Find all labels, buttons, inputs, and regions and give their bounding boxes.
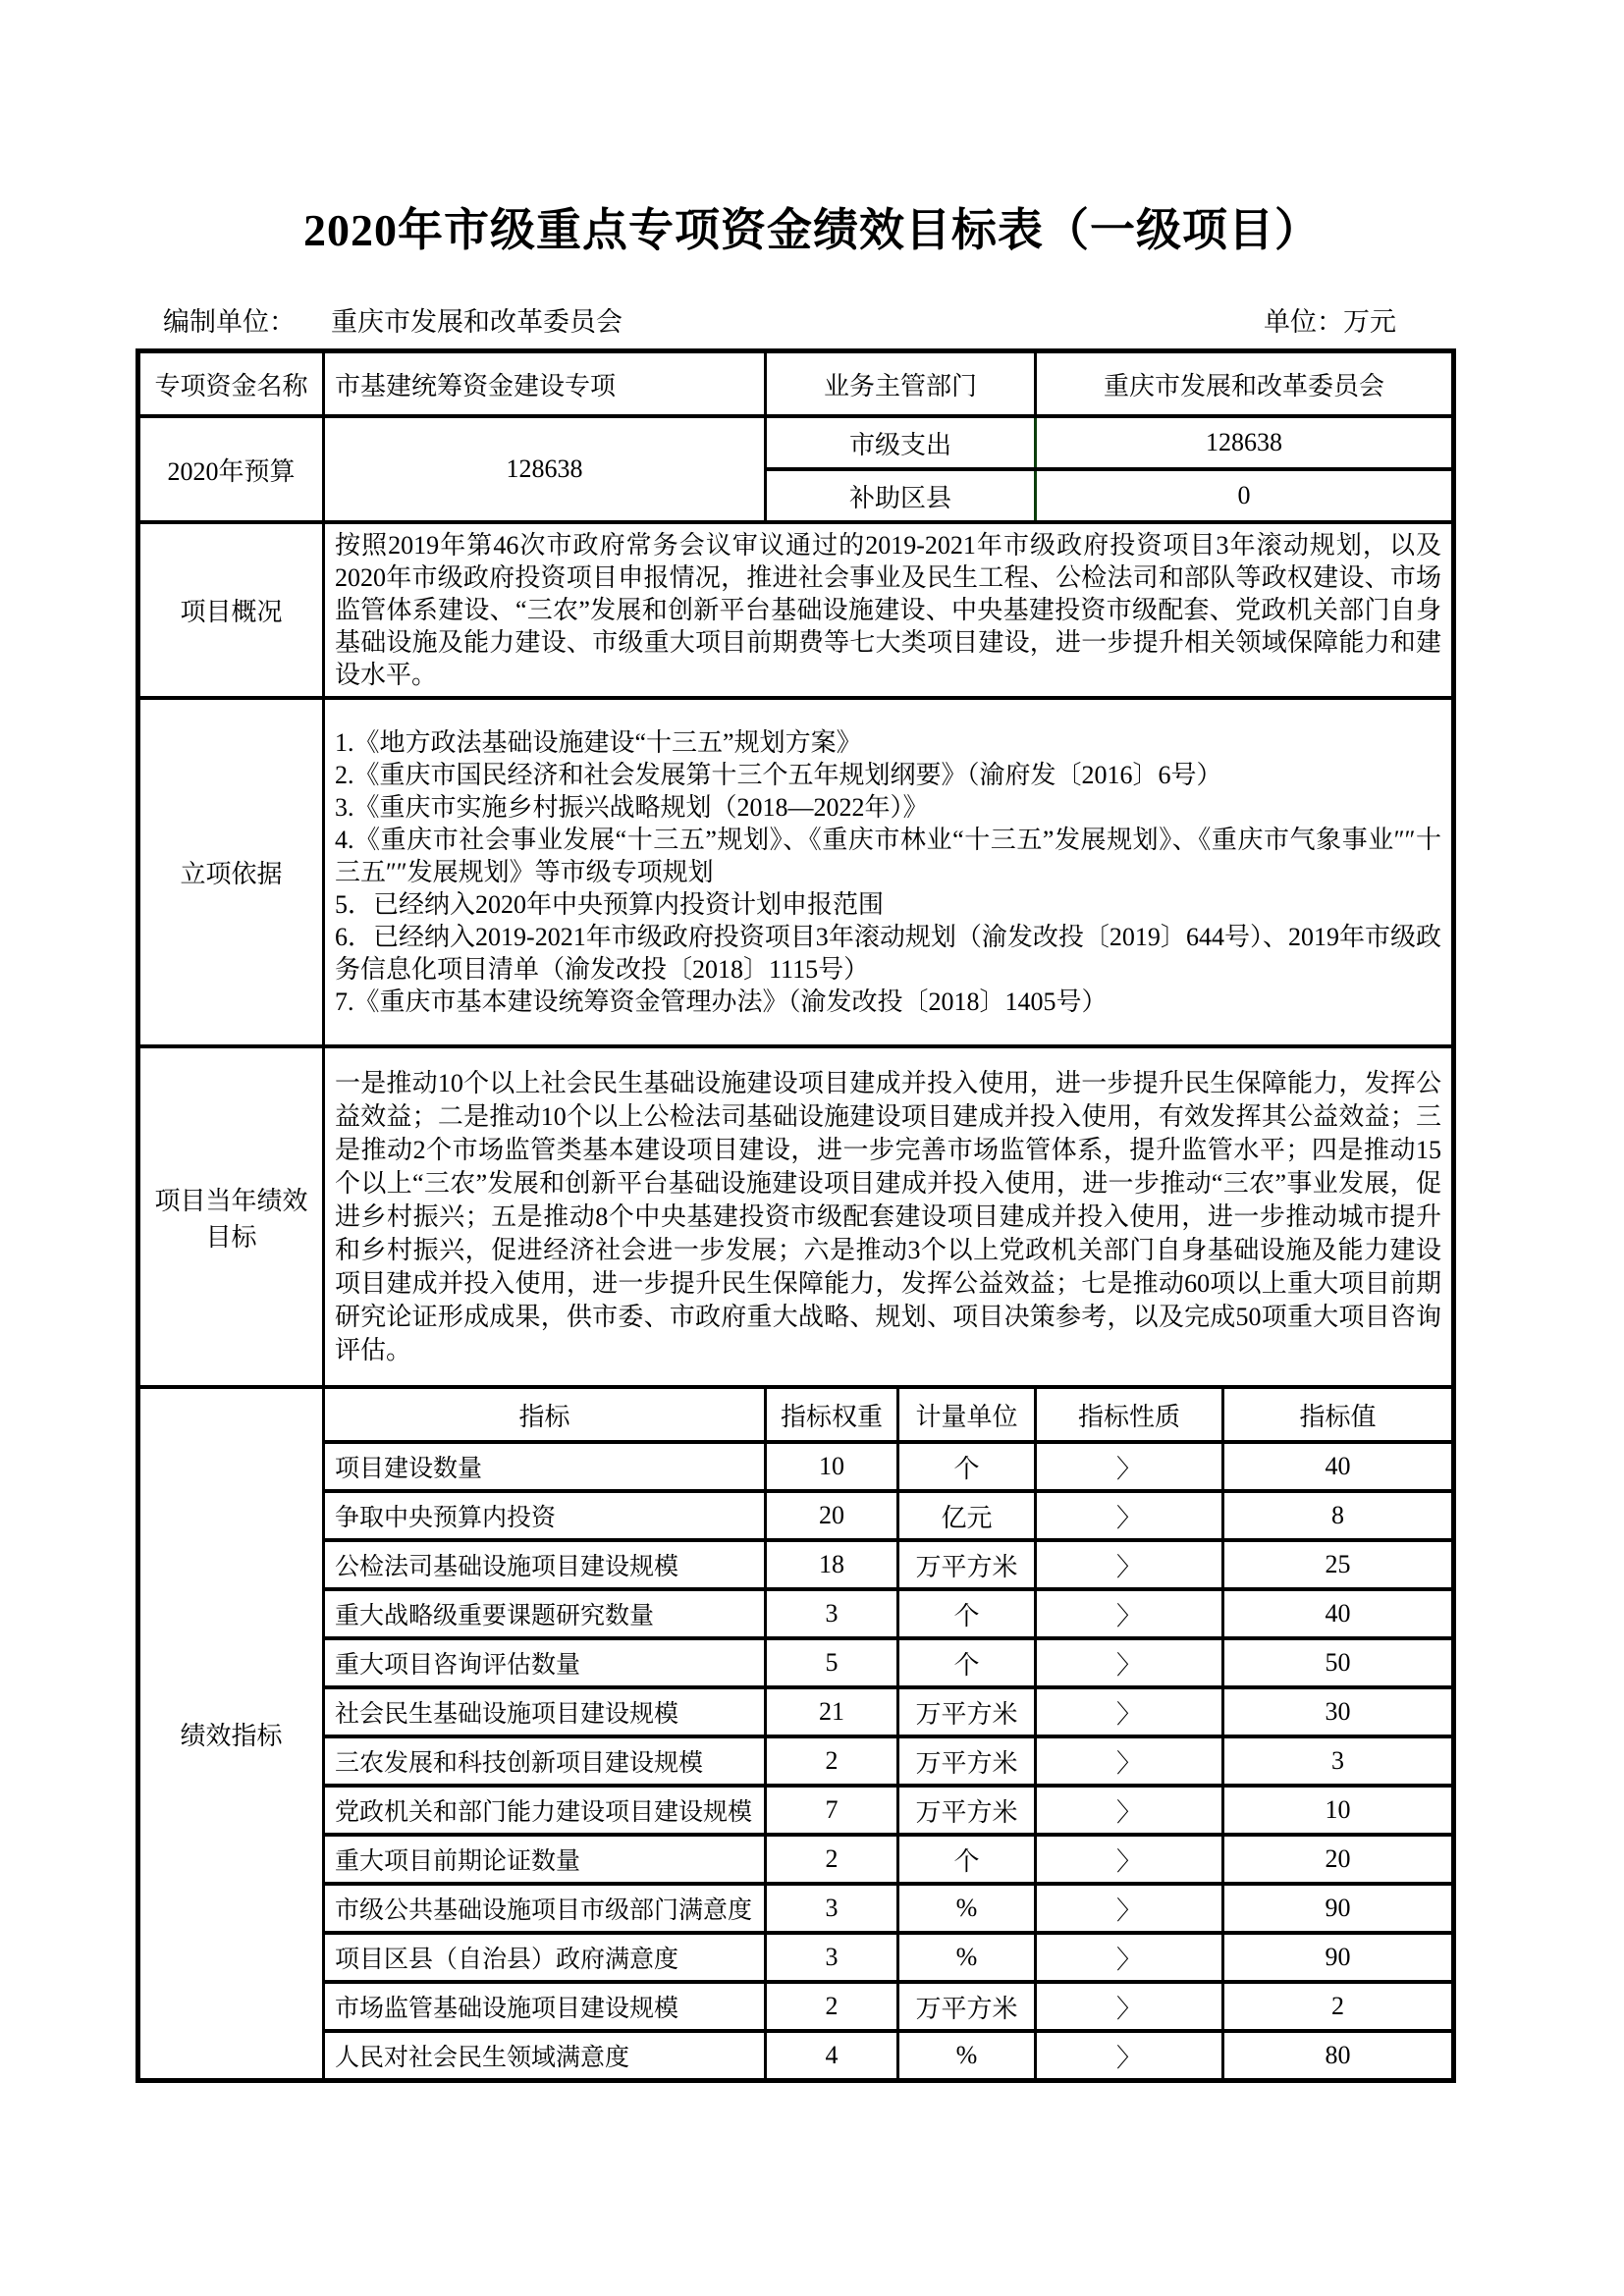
subsidy-value: 0 bbox=[1036, 469, 1454, 522]
budget-label: 2020年预算 bbox=[138, 416, 324, 522]
indicator-col-header: 计量单位 bbox=[898, 1387, 1036, 1442]
indicator-row bbox=[138, 1687, 1454, 1736]
indicator-value: 90 bbox=[1223, 1933, 1454, 1982]
indicator-unit: 个 bbox=[898, 1589, 1036, 1638]
meta-row bbox=[135, 300, 1451, 339]
indicator-nature: 〉 bbox=[1036, 1933, 1223, 1982]
city-expense-value: 128638 bbox=[1036, 416, 1454, 469]
indicator-weight: 3 bbox=[766, 1884, 898, 1933]
indicator-name: 党政机关和部门能力建设项目建设规模 bbox=[324, 1786, 766, 1835]
basis-item: 3.《重庆市实施乡村振兴战略规划（2018—2022年）》 bbox=[335, 793, 929, 822]
table-row bbox=[138, 698, 1454, 1046]
indicator-weight: 4 bbox=[766, 2031, 898, 2081]
unit-label: 单位：万元 bbox=[1264, 307, 1396, 337]
basis-item: 2.《重庆市国民经济和社会发展第十三个五年规划纲要》（渝府发〔2016〕6号） bbox=[335, 761, 1222, 789]
performance-target-table bbox=[135, 348, 1456, 2083]
indicator-name: 重大项目前期论证数量 bbox=[324, 1835, 766, 1884]
basis-label: 立项依据 bbox=[138, 698, 324, 1046]
indicator-nature: 〉 bbox=[1036, 1736, 1223, 1786]
indicator-value: 90 bbox=[1223, 1884, 1454, 1933]
indicator-weight: 5 bbox=[766, 1638, 898, 1687]
indicator-unit: % bbox=[898, 1884, 1036, 1933]
table-row bbox=[138, 1046, 1454, 1387]
dept-label: 业务主管部门 bbox=[766, 351, 1036, 417]
indicator-nature: 〉 bbox=[1036, 1982, 1223, 2031]
indicator-row bbox=[138, 1589, 1454, 1638]
prepared-by-label: 编制单位： bbox=[163, 307, 296, 337]
indicator-nature: 〉 bbox=[1036, 1786, 1223, 1835]
indicator-nature: 〉 bbox=[1036, 1687, 1223, 1736]
basis-item: 7.《重庆市基本建设统筹资金管理办法》（渝发改投〔2018〕1405号） bbox=[335, 988, 1108, 1016]
indicator-value: 3 bbox=[1223, 1736, 1454, 1786]
basis-item: 5．已经纳入2020年中央预算内投资计划申报范围 bbox=[335, 890, 885, 919]
dept-value: 重庆市发展和改革委员会 bbox=[1036, 351, 1454, 417]
indicator-value: 40 bbox=[1223, 1442, 1454, 1491]
indicator-unit: 万平方米 bbox=[898, 1786, 1036, 1835]
overview-label: 项目概况 bbox=[138, 522, 324, 698]
indicator-row bbox=[138, 1638, 1454, 1687]
indicator-unit: 个 bbox=[898, 1442, 1036, 1491]
indicator-row bbox=[138, 1786, 1454, 1835]
indicator-unit: % bbox=[898, 1933, 1036, 1982]
indicator-name: 社会民生基础设施项目建设规模 bbox=[324, 1687, 766, 1736]
indicator-weight: 3 bbox=[766, 1933, 898, 1982]
indicator-name: 项目区县（自治县）政府满意度 bbox=[324, 1933, 766, 1982]
indicator-name: 项目建设数量 bbox=[324, 1442, 766, 1491]
city-expense-label: 市级支出 bbox=[766, 416, 1036, 469]
indicator-value: 25 bbox=[1223, 1540, 1454, 1589]
page-title: 2020年市级重点专项资金绩效目标表（一级项目） bbox=[303, 205, 1321, 255]
annual-goal-label: 项目当年绩效目标 bbox=[138, 1046, 324, 1387]
indicator-value: 20 bbox=[1223, 1835, 1454, 1884]
indicator-weight: 2 bbox=[766, 1982, 898, 2031]
indicator-value: 30 bbox=[1223, 1687, 1454, 1736]
overview-text: 按照2019年第46次市政府常务会议审议通过的2019-2021年市级政府投资项目3年滚动规划，以及2020年市级政府投资项目申报情况，推进社会事业及民生工程、公检法司和部队等政权建设、市场监管体系建设、“三农”发展和创新平台基础设施建设、中央基建投资市级配套、党政机关部门自身基础设施及能力建设、市级重大项目前期费等七大类项目建设，进一步提升相关领域保障能力和建设水平。 bbox=[324, 522, 1454, 698]
indicator-name: 市级公共基础设施项目市级部门满意度 bbox=[324, 1884, 766, 1933]
indicator-name: 三农发展和科技创新项目建设规模 bbox=[324, 1736, 766, 1786]
indicator-row bbox=[138, 2031, 1454, 2081]
indicator-name: 市场监管基础设施项目建设规模 bbox=[324, 1982, 766, 2031]
indicator-name: 重大战略级重要课题研究数量 bbox=[324, 1589, 766, 1638]
indicator-nature: 〉 bbox=[1036, 1638, 1223, 1687]
indicator-unit: 亿元 bbox=[898, 1491, 1036, 1540]
indicator-name: 公检法司基础设施项目建设规模 bbox=[324, 1540, 766, 1589]
indicator-nature: 〉 bbox=[1036, 1835, 1223, 1884]
indicator-value: 80 bbox=[1223, 2031, 1454, 2081]
indicator-col-header: 指标 bbox=[324, 1387, 766, 1442]
indicator-col-header: 指标权重 bbox=[766, 1387, 898, 1442]
indicator-value: 50 bbox=[1223, 1638, 1454, 1687]
basis-item: 6．已经纳入2019-2021年市级政府投资项目3年滚动规划（渝发改投〔2019〕644号）、2019年市级政务信息化项目清单（渝发改投〔2018〕1115号） bbox=[335, 923, 1442, 984]
budget-value: 128638 bbox=[324, 416, 766, 522]
prepared-by bbox=[163, 300, 623, 339]
indicator-col-header: 指标值 bbox=[1223, 1387, 1454, 1442]
indicator-row bbox=[138, 1736, 1454, 1786]
indicator-unit: 万平方米 bbox=[898, 1982, 1036, 2031]
indicator-row bbox=[138, 1540, 1454, 1589]
indicator-nature: 〉 bbox=[1036, 1884, 1223, 1933]
indicator-weight: 10 bbox=[766, 1442, 898, 1491]
indicator-nature: 〉 bbox=[1036, 1442, 1223, 1491]
indicator-nature: 〉 bbox=[1036, 1589, 1223, 1638]
indicator-value: 8 bbox=[1223, 1491, 1454, 1540]
indicator-row bbox=[138, 1835, 1454, 1884]
indicator-unit: 万平方米 bbox=[898, 1687, 1036, 1736]
indicator-nature: 〉 bbox=[1036, 1540, 1223, 1589]
table-row bbox=[138, 351, 1454, 417]
basis-item: 1.《地方政法基础设施建设“十三五”规划方案》 bbox=[335, 728, 862, 757]
indicator-weight: 2 bbox=[766, 1736, 898, 1786]
indicator-nature: 〉 bbox=[1036, 2031, 1223, 2081]
indicator-unit: % bbox=[898, 2031, 1036, 2081]
indicator-row bbox=[138, 1491, 1454, 1540]
indicator-row bbox=[138, 1933, 1454, 1982]
indicator-col-header: 指标性质 bbox=[1036, 1387, 1223, 1442]
indicator-weight: 18 bbox=[766, 1540, 898, 1589]
indicator-weight: 3 bbox=[766, 1589, 898, 1638]
indicator-weight: 21 bbox=[766, 1687, 898, 1736]
indicator-unit: 个 bbox=[898, 1835, 1036, 1884]
indicator-value: 2 bbox=[1223, 1982, 1454, 2031]
indicator-unit: 个 bbox=[898, 1638, 1036, 1687]
annual-goal-text: 一是推动10个以上社会民生基础设施建设项目建成并投入使用，进一步提升民生保障能力，发挥公益效益；二是推动10个以上公检法司基础设施建设项目建成并投入使用，有效发挥其公益效益；三是推动2个市场监管类基本建设项目建设，进一步完善市场监管体系，提升监管水平；四是推动15个以上“三农”发展和创新平台基础设施建设项目建成并投入使用，进一步推动“三农”事业发展，促进乡村振兴；五是推动8个中央基建投资市级配套建设项目建成并投入使用，进一步推动城市提升和乡村振兴，促进经济社会进一步发展；六是推动3个以上党政机关部门自身基础设施及能力建设项目建成并投入使用，进一步提升民生保障能力，发挥公益效益；七是推动60项以上重大项目前期研究论证形成成果，供市委、市政府重大战略、规划、项目决策参考，以及完成50项重大项目咨询评估。 bbox=[324, 1046, 1454, 1387]
basis-item: 4.《重庆市社会事业发展“十三五”规划》、《重庆市林业“十三五”发展规划》、《重庆市气象事业″″十三五″″发展规划》等市级专项规划 bbox=[335, 826, 1442, 886]
indicator-unit: 万平方米 bbox=[898, 1736, 1036, 1786]
indicator-weight: 7 bbox=[766, 1786, 898, 1835]
indicator-name: 重大项目咨询评估数量 bbox=[324, 1638, 766, 1687]
table-row bbox=[138, 522, 1454, 698]
basis-list bbox=[324, 698, 1454, 1046]
indicators-label: 绩效指标 bbox=[138, 1387, 324, 2081]
indicator-row bbox=[138, 1884, 1454, 1933]
indicator-weight: 2 bbox=[766, 1835, 898, 1884]
table-row bbox=[138, 416, 1454, 469]
prepared-by-value: 重庆市发展和改革委员会 bbox=[331, 307, 623, 337]
indicator-name: 人民对社会民生领域满意度 bbox=[324, 2031, 766, 2081]
indicator-nature: 〉 bbox=[1036, 1491, 1223, 1540]
indicator-header-row bbox=[138, 1387, 1454, 1442]
indicator-row bbox=[138, 1442, 1454, 1491]
indicator-value: 10 bbox=[1223, 1786, 1454, 1835]
fund-name-value: 市基建统筹资金建设专项 bbox=[324, 351, 766, 417]
indicator-unit: 万平方米 bbox=[898, 1540, 1036, 1589]
indicator-weight: 20 bbox=[766, 1491, 898, 1540]
indicator-name: 争取中央预算内投资 bbox=[324, 1491, 766, 1540]
fund-name-label: 专项资金名称 bbox=[138, 351, 324, 417]
subsidy-label: 补助区县 bbox=[766, 469, 1036, 522]
indicator-row bbox=[138, 1982, 1454, 2031]
indicator-value: 40 bbox=[1223, 1589, 1454, 1638]
